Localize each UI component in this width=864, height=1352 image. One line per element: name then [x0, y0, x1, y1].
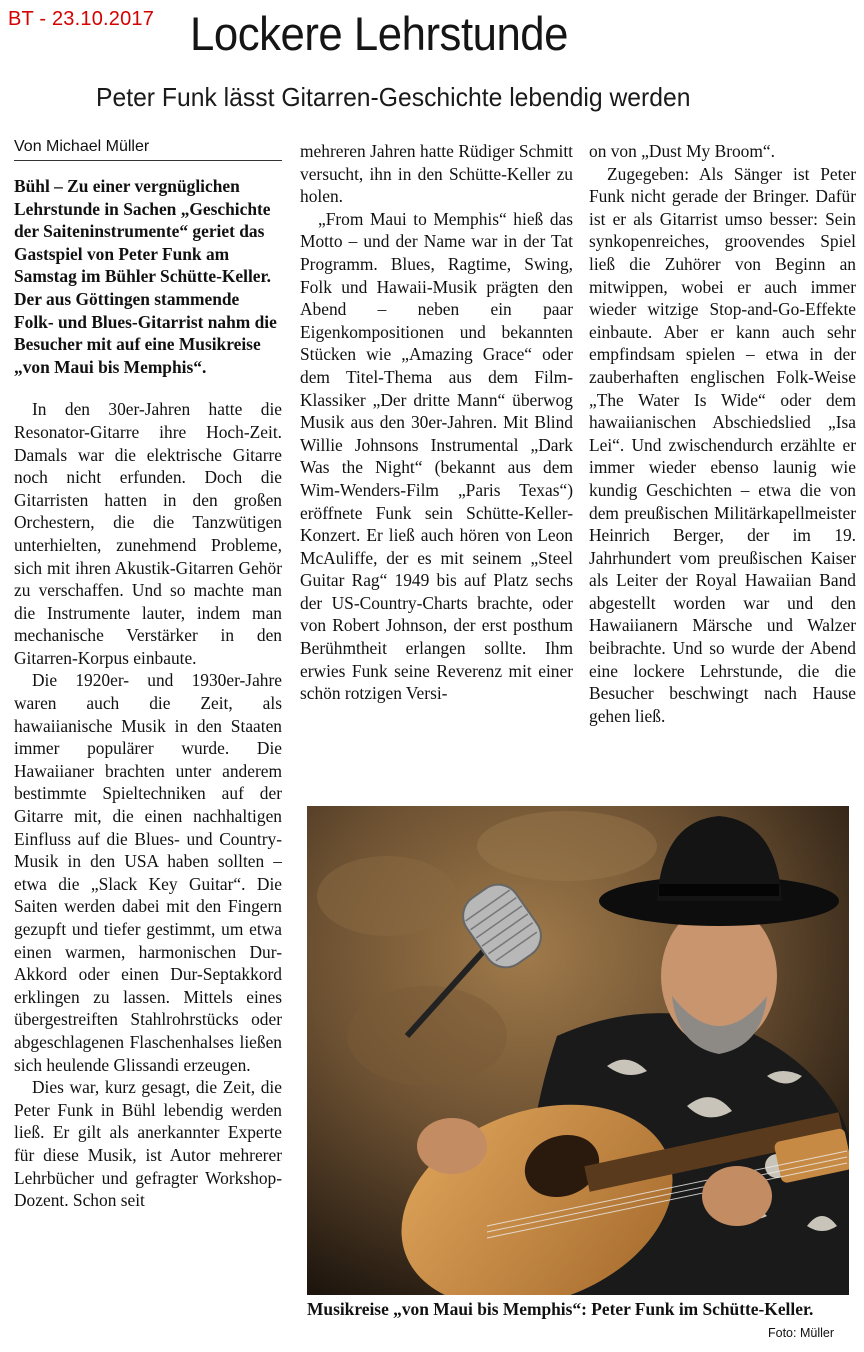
- article-column-1: [14, 140, 282, 1212]
- photo-caption: Musikreise „von Maui bis Memphis“: Peter Funk im Schütte-Keller.: [307, 1299, 814, 1319]
- article-column-2: [300, 140, 573, 705]
- body-paragraph: on von „Dust My Broom“.: [589, 141, 775, 161]
- body-paragraph: Dies war, kurz gesagt, die Zeit, die Peter Funk in Bühl lebendig werden ließ. Er gilt als anerkannter Experte für diese Musik, ist Autor mehrerer Lehrbücher und gefragter Workshop-Dozent. Schon seit: [14, 1077, 282, 1211]
- body-paragraph: „From Maui to Memphis“ hieß das Motto – und der Name war in der Tat Programm. Blues, Ragtime, Swing, Folk und Hawaii-Musik prägten den Abend – neben ein paar Eigenkompositionen und bekannten Stücken wie „Amazing Grace“ oder dem Titel-Thema aus dem Film-Klassiker „Der dritte Mann“ überwog Musik aus den 30er-Jahren. Mit Blind Willie Johnsons Instrumental „Dark Was the Night“ (bekannt aus dem Wim-Wenders-Film „Paris Texas“) eröffnete Funk sein Schütte-Keller-Konzert. Er ließ auch hören von Leon McAuliffe, der es mit seinem „Steel Guitar Rag“ 1949 bis auf Platz sechs der US-Country-Charts brachte, oder von Robert Johnson, der erst posthum Berühmtheit erlangen sollte. Ihm erwies Funk seine Reverenz mit einer schön rotzigen Versi-: [300, 208, 573, 704]
- body-paragraph: Die 1920er- und 1930er-Jahre waren auch die Zeit, als hawaiianische Musik in den Staaten immer populärer wurde. Die Hawaiianer brachten unter anderem bestimmte Spieltechniken auf der Gitarre mit, die einen nachhaltigen Einfluss auf die Blues- und Country-Musik in den USA haben sollten – etwa die „Slack Key Guitar“. Die Saiten werden dabei mit den Fingern gezupft und tiefer gestimmt, um etwa einen warmen, harmonischen Dur-Akkord oder einen Dur-Septakkord erklingen zu lassen. Mittels eines übergestreiften Stahlrohrstücks oder abgeschlagenen Flaschenhalses ließen sich heulende Glissandi erzeugen.: [14, 670, 282, 1075]
- lead-paragraph: Bühl – Zu einer vergnüglichen Lehrstunde in Sachen „Geschichte der Saiteninstrumente“ geriet das Gastspiel von Peter Funk am Samstag im Bühler Schütte-Keller. Der aus Göttingen stammende Folk- und Blues-Gitarrist nahm die Besucher mit auf eine Musikreise „von Maui bis Memphis“.: [14, 176, 277, 377]
- article-column-3: [589, 140, 856, 727]
- body-paragraph: Zugegeben: Als Sänger ist Peter Funk nicht gerade der Bringer. Dafür ist er als Gitarrist umso besser: Sein synkopenreiches, groovendes Spiel ließ die Zuhörer von Beginn an mitwippen, wobei er auch immer wieder witzige Stop-and-Go-Effekte einbaute. Aber er kann auch sehr empfindsam spielen – etwa in der zauberhaften englischen Folk-Weise „The Water Is Wide“ oder dem hawaiianischen Abschiedslied „Isa Lei“. Und zwischendurch erzählte er immer wieder ebenso launig wie kundig Geschichten – etwa die von dem preußischen Militärkapellmeister Heinrich Berger, der im 19. Jahrhundert vom preußischen Kaiser als Leiter der Royal Hawaiian Band abgestellt worden war und den Hawaiianern Märsche und Walzer beibrachte. Und so wurde der Abend eine lockere Lehrstunde, die die Besucher beschwingt nach Hause gehen ließ.: [589, 163, 856, 726]
- headline: Lockere Lehrstunde: [190, 7, 569, 60]
- guitarist-illustration: [307, 806, 849, 1295]
- byline: Von Michael Müller: [14, 136, 282, 161]
- subheadline: Peter Funk lässt Gitarren-Geschichte lebendig werden: [96, 82, 691, 112]
- concert-photo: [307, 806, 849, 1295]
- photo-credit: Foto: Müller: [768, 1326, 834, 1340]
- source-tag: BT - 23.10.2017: [8, 8, 155, 30]
- body-paragraph: mehreren Jahren hatte Rüdiger Schmitt versucht, ihn in den Schütte-Keller zu holen.: [300, 141, 573, 207]
- body-paragraph: In den 30er-Jahren hatte die Resonator-Gitarre ihre Hoch-Zeit. Damals war die elektrische Gitarre noch nicht erfunden. Doch die Gitarristen hatten in den großen Orchestern, die die Tanzwütigen unterhielten, zunehmend Probleme, sich mit ihren Akustik-Gitarren Gehör zu verschaffen. Und so machte man die Instrumente lauter, indem man mechanische Verstärker in den Gitarren-Korpus einbaute.: [14, 399, 282, 668]
